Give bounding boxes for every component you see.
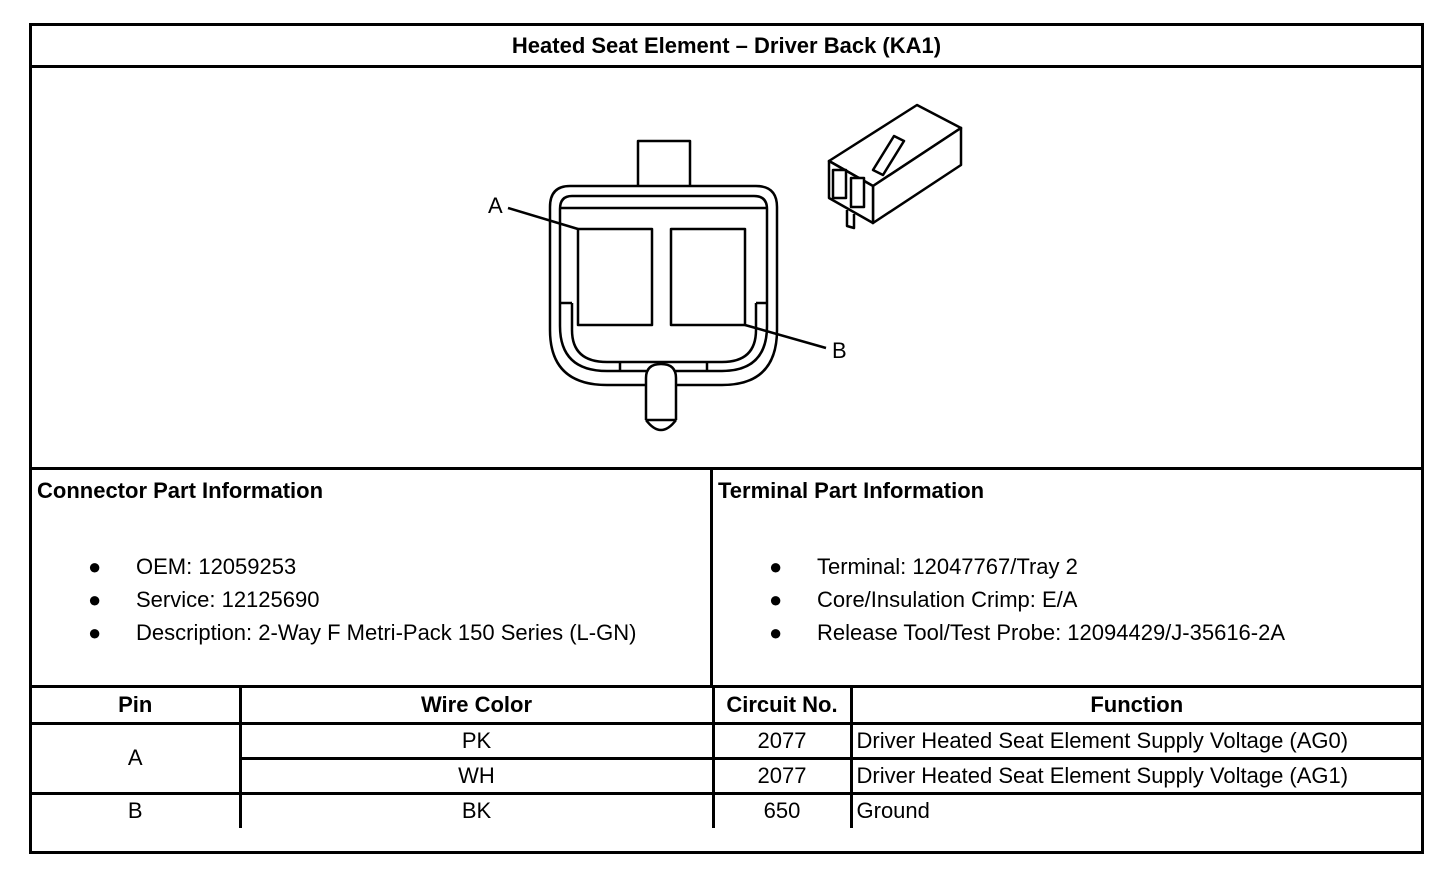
- connector-drawing: [32, 68, 1421, 470]
- bullet-icon: ●: [769, 554, 783, 579]
- list-item: [32, 616, 636, 649]
- circuit-cell: 2077: [713, 758, 851, 793]
- bullet-icon: ●: [88, 620, 102, 645]
- terminal-crimp: Core/Insulation Crimp: E/A: [817, 587, 1078, 612]
- column-header-circuit: Circuit No.: [713, 688, 851, 723]
- list-item: [713, 616, 1285, 649]
- list-item: [713, 583, 1285, 616]
- connector-face-illustration: [32, 68, 1421, 467]
- pin-cell: A: [32, 723, 240, 793]
- function-cell: Ground: [851, 793, 1421, 828]
- column-header-wire-color: Wire Color: [240, 688, 713, 723]
- table-row: [32, 758, 1421, 793]
- callout-a-label: A: [488, 193, 503, 218]
- bullet-icon: ●: [769, 587, 783, 612]
- connector-description: Description: 2-Way F Metri-Pack 150 Series (L-GN): [136, 620, 637, 645]
- terminal-part-information: [713, 470, 1421, 685]
- function-cell: Driver Heated Seat Element Supply Voltage (AG1): [851, 758, 1421, 793]
- wire-color-cell: WH: [240, 758, 713, 793]
- part-information: [32, 470, 1421, 688]
- pin-cell: B: [32, 793, 240, 828]
- table-header-row: [32, 688, 1421, 723]
- page-title: Heated Seat Element – Driver Back (KA1): [32, 26, 1421, 68]
- bullet-icon: ●: [88, 554, 102, 579]
- terminal-info-list: [713, 550, 1285, 649]
- terminal-number: Terminal: 12047767/Tray 2: [817, 554, 1078, 579]
- table-row: [32, 793, 1421, 828]
- terminal-release-tool: Release Tool/Test Probe: 12094429/J-35616-2A: [817, 620, 1286, 645]
- pinout-table: [32, 688, 1421, 828]
- function-cell: Driver Heated Seat Element Supply Voltage (AG0): [851, 723, 1421, 758]
- bullet-icon: ●: [769, 620, 783, 645]
- wire-color-cell: PK: [240, 723, 713, 758]
- connector-info-list: [32, 550, 636, 649]
- connector-sheet: [29, 23, 1424, 854]
- list-item: [32, 550, 636, 583]
- list-item: [32, 583, 636, 616]
- callout-b-label: B: [832, 338, 847, 363]
- connector-isometric-view: [829, 105, 961, 228]
- connector-service: Service: 12125690: [136, 587, 320, 612]
- column-header-pin: Pin: [32, 688, 240, 723]
- connector-part-information: [32, 470, 713, 685]
- wire-color-cell: BK: [240, 793, 713, 828]
- bullet-icon: ●: [88, 587, 102, 612]
- terminal-info-heading: Terminal Part Information: [718, 478, 985, 503]
- circuit-cell: 650: [713, 793, 851, 828]
- circuit-cell: 2077: [713, 723, 851, 758]
- list-item: [713, 550, 1285, 583]
- connector-oem: OEM: 12059253: [136, 554, 297, 579]
- table-row: [32, 723, 1421, 758]
- connector-info-heading: Connector Part Information: [37, 478, 324, 503]
- column-header-function: Function: [851, 688, 1421, 723]
